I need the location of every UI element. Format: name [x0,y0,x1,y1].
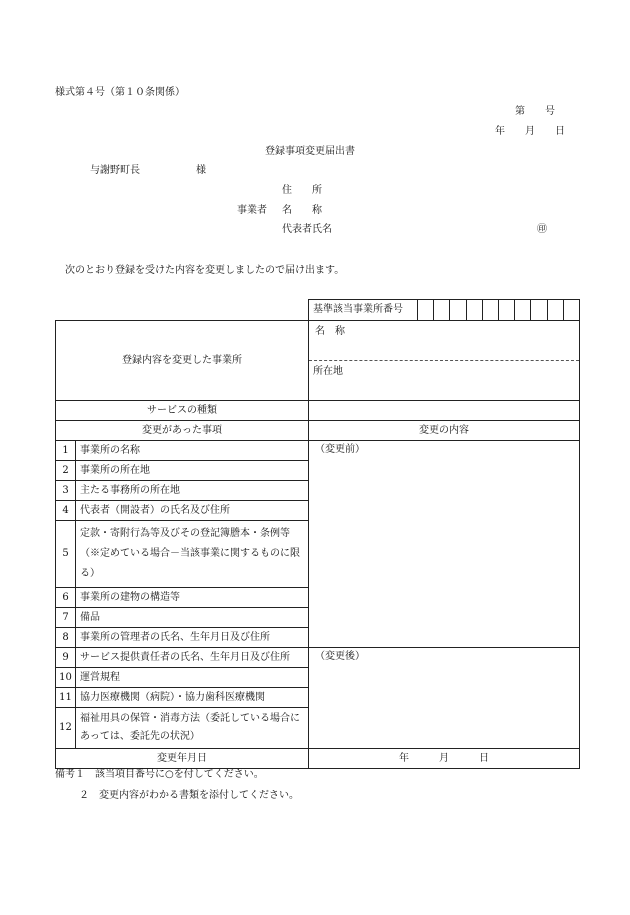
office-number-boxes[interactable] [417,300,579,320]
item-number[interactable]: 9 [56,648,76,668]
representative-label: 代表者氏名 [282,224,332,235]
item-text: 主たる事務所の所在地 [76,481,309,501]
item-text: 事業所の管理者の氏名、生年月日及び住所 [76,628,309,648]
item-text: サービス提供責任者の氏名、生年月日及び住所 [76,648,309,668]
item-number[interactable]: 11 [56,688,76,708]
change-date-field[interactable]: 年 月 日 [309,749,580,769]
item-text: 事業所の名称 [76,441,309,461]
note-1: 備考１ 該当項目番号に○を付してください。 [55,769,264,780]
item-number[interactable]: 1 [56,441,76,461]
changed-items-header: 変更があった事項 [56,421,309,441]
office-name-location-cell[interactable] [309,321,580,401]
honorific: 様 [196,165,206,176]
change-before-field[interactable] [309,441,580,648]
item-number[interactable]: 10 [56,668,76,688]
item-text: 協力医療機関（病院）・協力歯科医療機関 [76,688,309,708]
item-text: 運営規程 [76,668,309,688]
item-text: 事業所の建物の構造等 [76,588,309,608]
item-number[interactable]: 4 [56,501,76,521]
office-number-label: 基準該当事業所番号 [313,304,403,315]
form-label: 様式第４号（第１０条関係） [55,87,185,98]
page-title: 登録事項変更届出書 [265,146,355,157]
item-text: 備品 [76,608,309,628]
name-label: 名 称 [282,205,322,216]
item-number[interactable]: 6 [56,588,76,608]
item-text: 代表者（開設者）の氏名及び住所 [76,501,309,521]
change-content-header: 変更の内容 [309,421,580,441]
change-date-label: 変更年月日 [56,749,309,769]
change-after-field[interactable] [309,648,580,749]
note-2: ２ 変更内容がわかる書類を添付してください。 [79,790,299,801]
item-number[interactable]: 7 [56,608,76,628]
service-type-field[interactable] [309,401,580,421]
entity-label: 事業者 [237,205,267,216]
service-type-label: サービスの種類 [56,401,309,421]
item-number[interactable]: 5 [56,521,76,588]
item-number[interactable]: 12 [56,708,76,749]
address-label: 住 所 [282,185,322,196]
intro-text: 次のとおり登録を受けた内容を変更しましたので届け出ます。 [65,265,345,276]
item-text: 福祉用具の保管・消毒方法（委託している場合にあっては、委託先の状況） [76,708,309,749]
office-location-field[interactable]: 所在地 [313,366,343,377]
seal-mark: ㊞ [537,224,547,235]
addressee: 与謝野町長 [90,165,140,176]
change-form-table [55,299,580,769]
item-text: 定款・寄附行為等及びその登記簿謄本・条例等（※定めている場合－当該事業に関するものに限る） [76,521,309,588]
changed-office-label: 登録内容を変更した事業所 [56,321,309,401]
item-number[interactable]: 3 [56,481,76,501]
office-name-field[interactable]: 名 称 [309,321,579,361]
item-number[interactable]: 2 [56,461,76,481]
before-label: （変更前） [315,444,365,455]
item-text: 事業所の所在地 [76,461,309,481]
item-number[interactable]: 8 [56,628,76,648]
after-label: （変更後） [315,651,365,662]
office-number-cell [309,300,580,321]
date-line: 年 月 日 [495,126,565,137]
number-line: 第 号 [515,106,555,117]
